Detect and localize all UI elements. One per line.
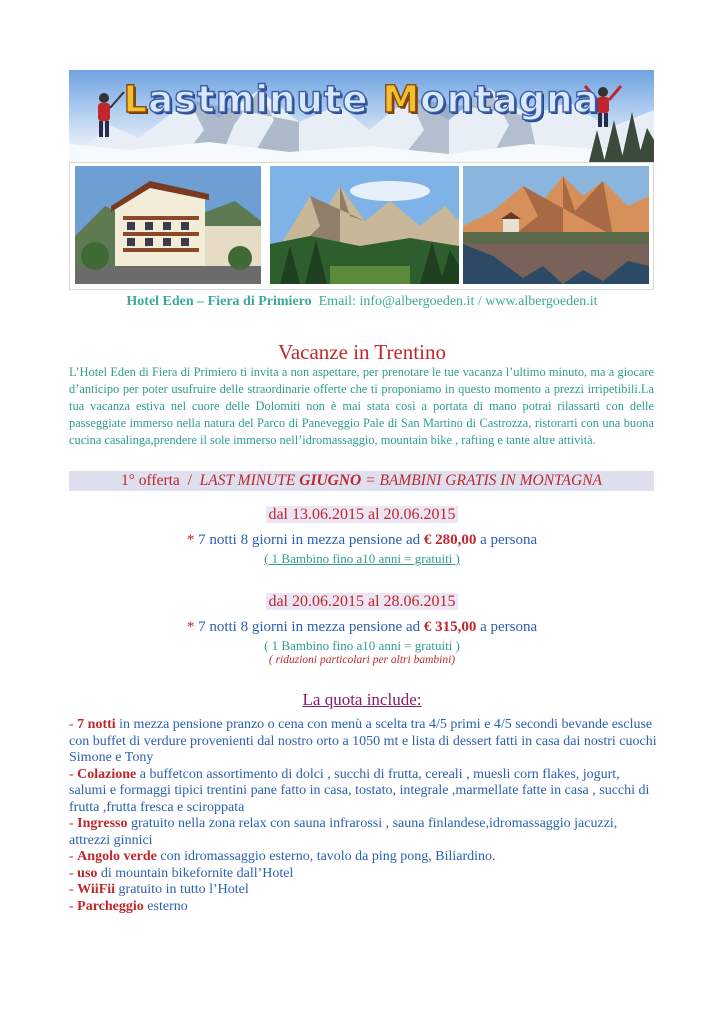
mountain-lake-photo <box>463 166 649 284</box>
banner-title <box>69 78 654 121</box>
price-line-1: * 7 notti 8 giorni in mezza pensione ad € 280,00 a persona <box>186 532 538 548</box>
hotel-photo <box>75 166 261 284</box>
price-value-1: € 280,00 <box>423 532 477 548</box>
period-dates-1: dal 13.06.2015 al 20.06.2015 <box>268 506 456 523</box>
offer-prefix: LAST MINUTE <box>199 472 296 489</box>
list-item: - Angolo verde con idromassaggio esterno, tavolo da ping pong, Biliardino. <box>69 849 496 864</box>
banner-title-capital-l: L <box>123 78 149 121</box>
price-value-2: € 315,00 <box>423 619 477 635</box>
list-item: - 7 notti in mezza pensione pranzo o cena con menù a scelta tra 4/5 primi e 4/5 secondi bevande escluse con buffet di verdure provenienti dal nostro orto a 1050 mt e lista di dessert fatti in casa dai nostri cuochi Simone e Tony <box>69 717 657 765</box>
banner-title-word1: astminute <box>148 78 383 121</box>
reduction-note: ( riduzioni particolari per altri bambini) <box>268 654 456 666</box>
list-item: - Parcheggio esterno <box>69 898 188 914</box>
offer-number: 1° offerta <box>120 472 180 489</box>
intro-paragraph: L’Hotel Eden di Fiera di Primiero ti invita a non aspettare, per prenotare le tue vacanza l’ultimo minuto, ma a giocare d’anticipo per poter usufruire delle straordinarie offerte che ti proponiamo in questo momento a prezzi irripetibili.La tua vacanza estiva nel cuore delle Dolomiti non è mai stata così a portata di mano potrai rilassarti con delle passeggiate immerso nella natura del Parco di Paneveggio Pale di San Martino di Castrozza, ristorarti con una buona cucina casalinga,prendere il sole immerso nell’idromassaggio, mountain bike , rafting e tante altre attività. <box>69 365 654 447</box>
page-title: Vacanze in Trentino <box>278 340 446 364</box>
photo-strip <box>69 162 654 290</box>
list-item: - Colazione a buffetcon assortimento di dolci , succhi di frutta, cereali , muesli corn flakes, jogurt, salumi e formaggi tipici trentini pane fatto in casa, tostato, integrale ,marmellate fatte in casa , succhi di frutta ,frutta fresca e sciroppata <box>69 766 650 815</box>
contact-line <box>0 294 724 310</box>
email-web-line[interactable]: Email: info@albergoeden.it / www.albergoeden.it <box>318 294 598 309</box>
header-banner <box>69 70 654 162</box>
child-note-1: ( 1 Bambino fino a10 anni = gratuiti ) <box>264 551 460 566</box>
list-item: - WiiFii gratuito in tutto l’Hotel <box>69 882 249 897</box>
includes-list <box>69 717 659 915</box>
offer-heading <box>69 471 654 491</box>
includes-title: La quota include: <box>302 690 422 709</box>
child-note-2: ( 1 Bambino fino a10 anni = gratuiti ) <box>264 638 460 653</box>
offer-suffix: = BAMBINI GRATIS IN MONTAGNA <box>365 472 603 489</box>
banner-title-word2: ontagna <box>420 78 600 121</box>
hotel-name: Hotel Eden – Fiera di Primiero <box>126 294 312 309</box>
offer-separator: / <box>187 472 192 489</box>
price-line-2: * 7 notti 8 giorni in mezza pensione ad € 315,00 a persona <box>186 619 538 635</box>
dolomites-photo <box>270 166 459 284</box>
banner-title-capital-m: M <box>382 78 421 121</box>
list-item: - Ingresso gratuito nella zona relax con sauna infrarossi , sauna finlandese,idromassaggio jacuzzi, attrezzi ginnici <box>69 816 618 848</box>
offer-month: GIUGNO <box>299 472 362 489</box>
list-item: - uso di mountain bikefornite dall’Hotel <box>69 865 294 881</box>
period-dates-2: dal 20.06.2015 al 28.06.2015 <box>268 593 456 610</box>
